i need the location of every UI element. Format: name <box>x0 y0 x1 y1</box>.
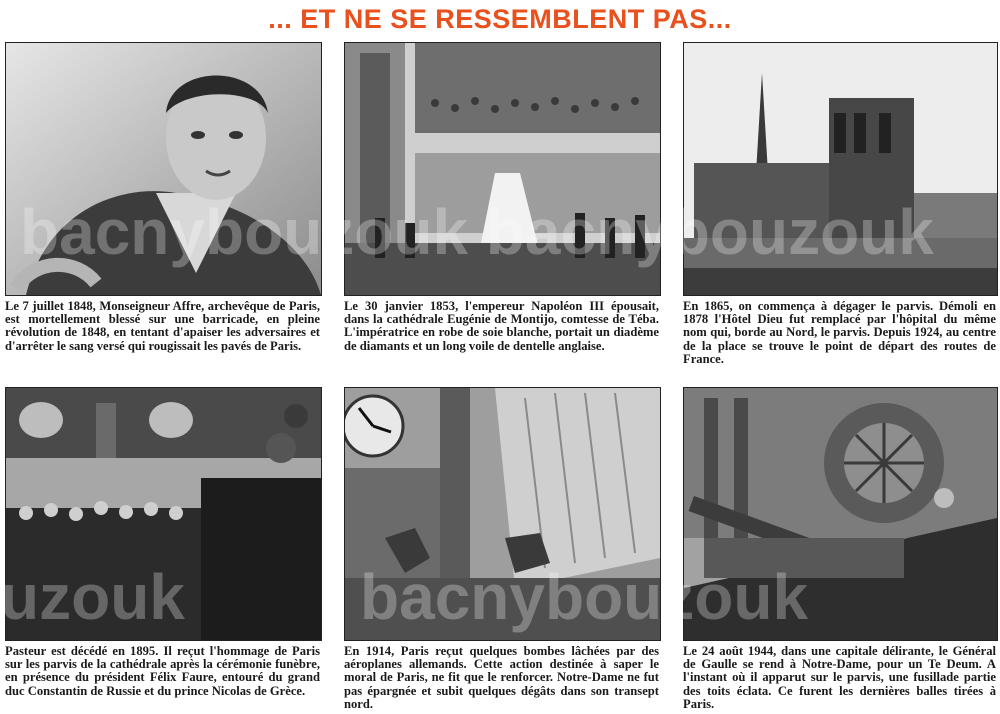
page-title: ... ET NE SE RESSEMBLENT PAS... <box>268 4 732 34</box>
photo-archbishop-portrait <box>5 42 322 296</box>
photo-pasteur-funeral <box>5 387 322 641</box>
watermark-bottom-left: uzouk <box>0 561 185 633</box>
photo-clock-gargoyles-1914 <box>344 387 661 641</box>
watermark-top: bacnybouzouk bacnybouzouk <box>20 196 934 268</box>
caption-affre-1848: Le 7 juillet 1848, Monseigneur Affre, archevêque de Paris, est mortellement blessé sur une barricade, en pleine révolution de 1848, en tentant d'apaiser les adversaires et d'arrêter le sang versé qui rougissait les pavés de Paris. <box>5 299 320 353</box>
caption-parvis-1865: En 1865, on commença à dégager le parvis. Démoli en 1878 l'Hôtel Dieu fut remplacé par l'hôpital du même nom qui, borde au Nord, le parvis. Depuis 1924, au centre de la place se trouve le point de départ des routes de France. <box>683 299 996 366</box>
caption-de-gaulle-1944: Le 24 août 1944, dans une capitale délirante, le Général de Gaulle se rend à Notre-Dame, pour un Te Deum. A l'instant où il apparut sur le parvis, une fusillade partie des toits éclata. Ce furent les dernières balles tirées à Paris. <box>683 644 996 711</box>
watermark-bottom-right: bacnybouzouk <box>360 561 809 633</box>
caption-pasteur-1895: Pasteur est décédé en 1895. Il reçut l'hommage de Paris sur les parvis de la cathédrale après la cérémonie funèbre, en présence du président Félix Faure, entouré du grand duc Constantin de Russie et du prince Nicolas de Grèce. <box>5 644 320 698</box>
caption-napoleon-wedding-1853: Le 30 janvier 1853, l'empereur Napoléon III épousait, dans la cathédrale Eugénie de Montijo, comtesse de Téba. L'impératrice en robe de soie blanche, portait un diadème de diamants et un long voile de dentelle anglaise. <box>344 299 659 353</box>
photo-liberation-tank-1944 <box>683 387 998 641</box>
caption-bombs-1914: En 1914, Paris reçut quelques bombes lâchées par des aéroplanes allemands. Cette action destinée à saper le moral de Paris, ne fit que le renforcer. Notre-Dame ne fut pas épargnée et subit quelques dégâts dans son transept nord. <box>344 644 659 711</box>
photo-imperial-wedding-engraving <box>344 42 661 296</box>
photo-notre-dame-1865 <box>683 42 998 296</box>
